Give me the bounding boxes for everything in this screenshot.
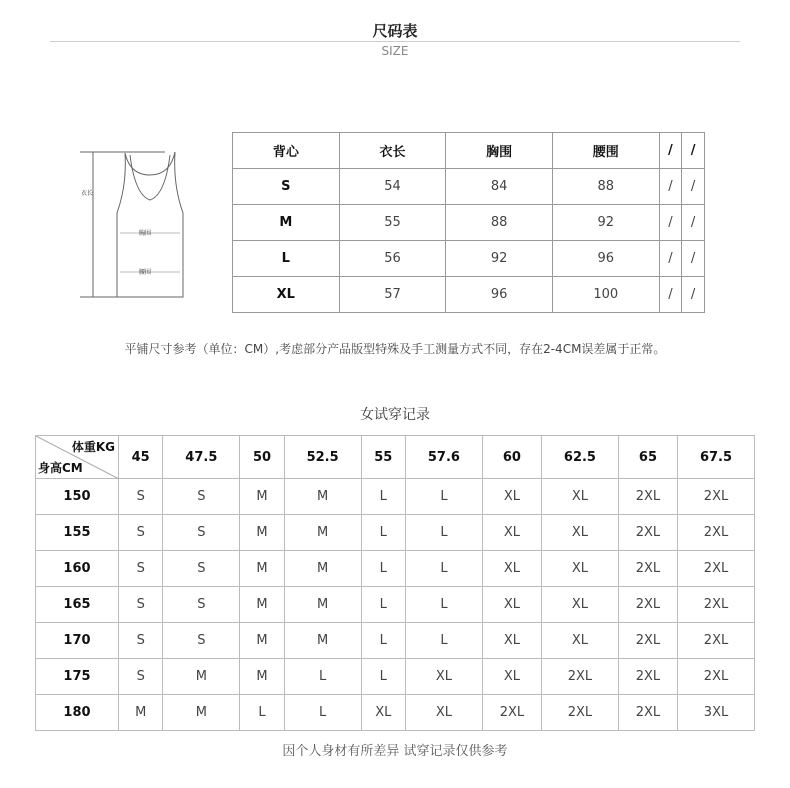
size-cell: L [361,659,405,695]
size-cell: S [119,551,163,587]
size-cell: M [240,479,284,515]
table-cell: 54 [339,169,446,205]
size-cell: L [284,659,361,695]
size-cell: 2XL [618,659,677,695]
weight-header: 45 [119,436,163,479]
height-cell: 150 [36,479,119,515]
size-cell: S [163,479,240,515]
size-cell: S [163,551,240,587]
size-cell: L [361,587,405,623]
size-cell: 2XL [678,515,755,551]
height-cell: 180 [36,695,119,731]
table-cell: 96 [552,241,659,277]
size-cell: XL [405,659,482,695]
table-cell: 56 [339,241,446,277]
table-cell: XL [233,277,340,313]
size-cell: 2XL [678,623,755,659]
size-cell: XL [542,587,619,623]
weight-header: 57.6 [405,436,482,479]
size-cell: 2XL [618,479,677,515]
size-cell: 2XL [618,695,677,731]
size-cell: S [119,587,163,623]
table-cell: / [659,205,682,241]
size-cell: XL [405,695,482,731]
trial-table [35,435,755,731]
size-cell: L [361,551,405,587]
size-cell: L [405,551,482,587]
weight-label: 体重KG [71,440,115,454]
size-cell: L [405,587,482,623]
column-header: 腰围 [552,133,659,169]
height-cell: 155 [36,515,119,551]
trial-footnote: 因个人身材有所差异 试穿记录仅供参考 [282,744,508,759]
table-cell: M [233,205,340,241]
size-cell: S [119,479,163,515]
table-cell: 88 [446,205,553,241]
weight-header: 60 [482,436,541,479]
size-table [232,132,705,313]
size-cell: L [405,623,482,659]
table-cell: / [659,241,682,277]
table-row [233,241,705,277]
table-cell: / [682,241,705,277]
table-cell: 92 [446,241,553,277]
table-cell: / [659,277,682,313]
table-row [36,587,755,623]
size-cell: M [163,695,240,731]
size-cell: 2XL [678,659,755,695]
weight-header: 65 [618,436,677,479]
size-cell: XL [482,551,541,587]
size-cell: L [361,515,405,551]
table-cell: 100 [552,277,659,313]
table-cell: S [233,169,340,205]
size-cell: L [240,695,284,731]
measurement-note: 平铺尺寸参考（单位：CM）,考虑部分产品版型特殊及手工测量方式不同，存在2-4CM误差属于正常。 [124,342,666,356]
table-cell: / [659,169,682,205]
tank-top-diagram [75,145,195,305]
waist-label: 腰围 [139,269,152,276]
size-cell: 2XL [678,551,755,587]
size-cell: XL [482,479,541,515]
header-row [36,436,755,479]
weight-header: 50 [240,436,284,479]
size-cell: M [240,659,284,695]
size-cell: L [361,479,405,515]
weight-header: 62.5 [542,436,619,479]
weight-header: 55 [361,436,405,479]
column-header: / [682,133,705,169]
size-cell: L [361,623,405,659]
size-cell: M [240,551,284,587]
divider [50,41,740,42]
height-cell: 160 [36,551,119,587]
table-cell: 84 [446,169,553,205]
table-cell: 57 [339,277,446,313]
size-cell: 2XL [542,695,619,731]
size-cell: XL [482,515,541,551]
size-cell: M [284,479,361,515]
column-header: / [659,133,682,169]
table-row [36,623,755,659]
size-cell: 2XL [618,587,677,623]
size-cell: S [163,623,240,659]
table-cell: 55 [339,205,446,241]
table-row [36,479,755,515]
table-row [36,551,755,587]
size-cell: 2XL [678,479,755,515]
size-cell: 2XL [542,659,619,695]
table-cell: 96 [446,277,553,313]
size-cell: L [284,695,361,731]
size-cell: 2XL [678,587,755,623]
table-cell: / [682,169,705,205]
column-header: 胸围 [446,133,553,169]
size-cell: XL [482,623,541,659]
table-row [36,659,755,695]
page-subtitle: SIZE [381,44,409,58]
size-cell: 3XL [678,695,755,731]
size-cell: 2XL [618,515,677,551]
table-cell: L [233,241,340,277]
size-cell: M [284,515,361,551]
table-cell: 92 [552,205,659,241]
size-cell: M [163,659,240,695]
chest-label: 胸围 [139,230,152,237]
weight-header: 67.5 [678,436,755,479]
size-cell: XL [482,587,541,623]
length-label: 衣长 [81,190,94,197]
size-cell: S [163,587,240,623]
size-cell: M [284,587,361,623]
height-cell: 165 [36,587,119,623]
size-cell: M [240,623,284,659]
size-cell: XL [542,551,619,587]
size-cell: XL [542,479,619,515]
size-cell: 2XL [618,551,677,587]
table-row [36,515,755,551]
height-cell: 170 [36,623,119,659]
table-row [233,277,705,313]
page-title: 尺码表 [372,22,418,40]
table-cell: / [682,277,705,313]
size-cell: M [284,551,361,587]
size-cell: XL [542,623,619,659]
header-row [233,133,705,169]
size-cell: XL [361,695,405,731]
weight-header: 52.5 [284,436,361,479]
trial-title: 女试穿记录 [360,407,430,423]
table-row [233,169,705,205]
size-cell: L [405,479,482,515]
weight-header: 47.5 [163,436,240,479]
size-cell: L [405,515,482,551]
size-cell: S [119,515,163,551]
size-cell: 2XL [482,695,541,731]
size-cell: S [163,515,240,551]
table-cell: 88 [552,169,659,205]
size-cell: M [240,515,284,551]
corner-cell [36,436,119,479]
table-cell: / [682,205,705,241]
size-cell: M [284,623,361,659]
height-cell: 175 [36,659,119,695]
size-cell: XL [482,659,541,695]
table-row [36,695,755,731]
size-cell: S [119,623,163,659]
size-cell: M [119,695,163,731]
size-cell: 2XL [618,623,677,659]
column-header: 衣长 [339,133,446,169]
size-cell: XL [542,515,619,551]
table-row [233,205,705,241]
size-cell: M [240,587,284,623]
column-header: 背心 [233,133,340,169]
size-cell: S [119,659,163,695]
height-label: 身高CM [38,461,83,475]
